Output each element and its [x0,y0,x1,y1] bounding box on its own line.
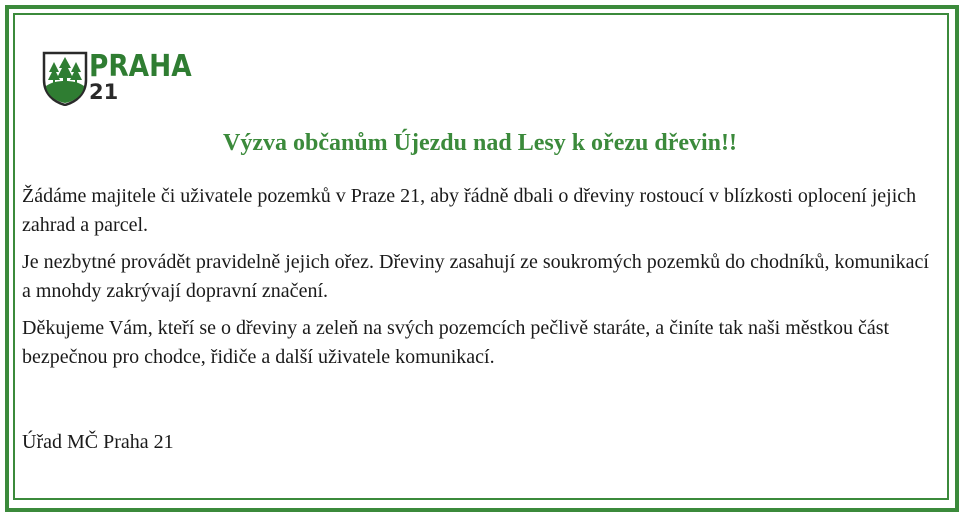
paragraph-pruning: Je nezbytné provádět pravidelně jejich ořez. Dřeviny zasahují ze soukromých pozemků do chodníků, komunikací a mnohdy zakrývají dopravní značení. [22,251,929,302]
praha-21-coat-of-arms-icon [42,50,88,106]
logo-district-number: 21 [89,80,119,104]
paragraph-thanks: Děkujeme Vám, kteří se o dřeviny a zeleň na svých pozemcích pečlivě staráte, a činíte tak naši městkou část bezpečnou pro chodce, řidiče a další uživatele komunikací. [22,317,890,368]
logo-wordmark: PRAHA [89,49,192,84]
paragraph-request: Žádáme majitele či uživatele pozemků v Praze 21, aby řádně dbali o dřeviny rostoucí v blízkosti oplocení jejich zahrad a parcel. [22,185,917,236]
signature: Úřad MČ Praha 21 [22,431,174,453]
page-title: Výzva občanům Újezdu nad Lesy k ořezu dřevin!! [223,130,737,156]
praha-21-logo [42,50,192,106]
notice-body [22,182,937,380]
